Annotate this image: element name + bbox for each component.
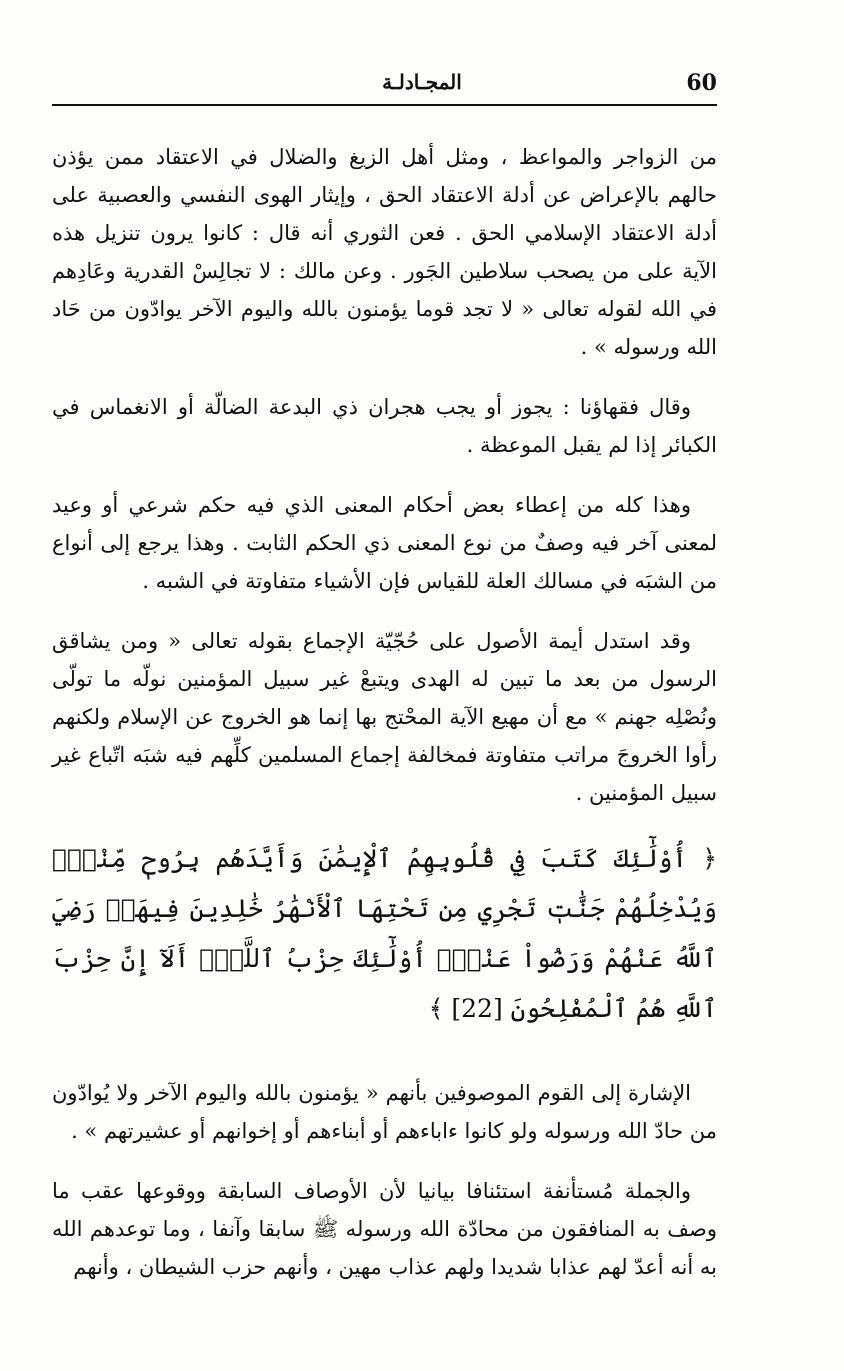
paragraph: الإشارة إلى القوم الموصوفين بأنهم « يؤمنون بالله واليوم الآخر ولا يُوادّون من حادّ الله ورسوله ولو كانوا ءاباءهم أو أبناءهم أو إخوانهم أو عشيرتهم » . [52, 1081, 717, 1143]
verse-close-bracket: ﴾ [428, 994, 444, 1023]
paragraph: من الزواجر والمواعظ ، ومثل أهل الزيغ والضلال في الاعتقاد ممن يؤذن حالهم بالإعراض عن أدلة الاعتقاد الحق ، وإيثار الهوى النفسي والعصبية على أدلة الاعتقاد الإسلامي الحق . فعن الثوري أنه قال : كانوا يرون تنزيل هذه الآية على من يصحب سلاطين الجَور . وعن مالك : لا تجالِسْ القدرية وعَادِهم في الله لقوله تعالى « لا تجد قوما يؤمنون بالله واليوم الآخر يوادّون من حَاد الله ورسوله » . [52, 145, 717, 359]
page-body [52, 138, 717, 1308]
paragraph: والجملة مُستأنفة استئنافا بيانيا لأن الأوصاف السابقة ووقوعها عقب ما وصف به المنافقون من محادّة الله ورسوله ﷺ سابقا وآنفا ، وما توعدهم الله به أنه أعدّ لهم عذابا شديدا ولهم عذاب مهين ، وأنهم حزب الشيطان ، وأنهم [52, 1179, 717, 1279]
paragraph: وهذا كله من إعطاء بعض أحكام المعنى الذي فيه حكم شرعي أو وعيد لمعنى آخر فيه وصفٌ من نوع المعنى ذي الحكم الثابت . وهذا يرجع إلى أنواع من الشبَه في مسالك العلة للقياس فإن الأشياء متفاوتة في الشبه . [52, 493, 717, 593]
quran-verse [52, 834, 717, 1034]
page-number: 60 [686, 70, 717, 96]
verse-open-bracket: ﴿ [702, 844, 717, 873]
verse-number: [22] [451, 994, 503, 1023]
running-title: المجـادلـة [382, 70, 462, 94]
page-header [52, 62, 717, 102]
verse-text: أُوْلَٰٓئِكَ كَتَبَ فِي قُلُوبِهِمُ ٱلْإِيمَٰنَ وَأَيَّدَهُم بِرُوحٖ مِّنْهُۖ وَيُدْخِلُهُمْ جَنَّٰتٖ تَجْرِي مِن تَحْتِهَا ٱلْأَنْهَٰرُ خَٰلِدِينَ فِيهَاۚ رَضِيَ ٱللَّهُ عَنْهُمْ وَرَضُواْ عَنْهُۚ أُوْلَٰٓئِكَ حِزْبُ ٱللَّهِۚ أَلَآ إِنَّ حِزْبَ ٱللَّهِ هُمُ ٱلْمُفْلِحُونَ [52, 844, 717, 1023]
paragraph: وقال فقهاؤنا : يجوز أو يجب هجران ذي البدعة الضالّة أو الانغماس في الكبائر إذا لم يقبل الموعظة . [52, 395, 717, 457]
paragraph: وقد استدل أيمة الأصول على حُجّيّة الإجماع بقوله تعالى « ومن يشاقق الرسول من بعد ما تبين له الهدى ويتبعْ غير سبيل المؤمنين نولّه ما تولّى ونُصْلِه جهنم » مع أن مهيع الآية المحْتج بها إنما هو الخروج عن الإسلام ولكنهم رأوا الخروجَ مراتب متفاوتة فمخالفة إجماع المسلمين كلِّهم فيه شبَه اتّباع غير سبيل المؤمنين . [52, 629, 717, 805]
header-rule [52, 104, 717, 106]
